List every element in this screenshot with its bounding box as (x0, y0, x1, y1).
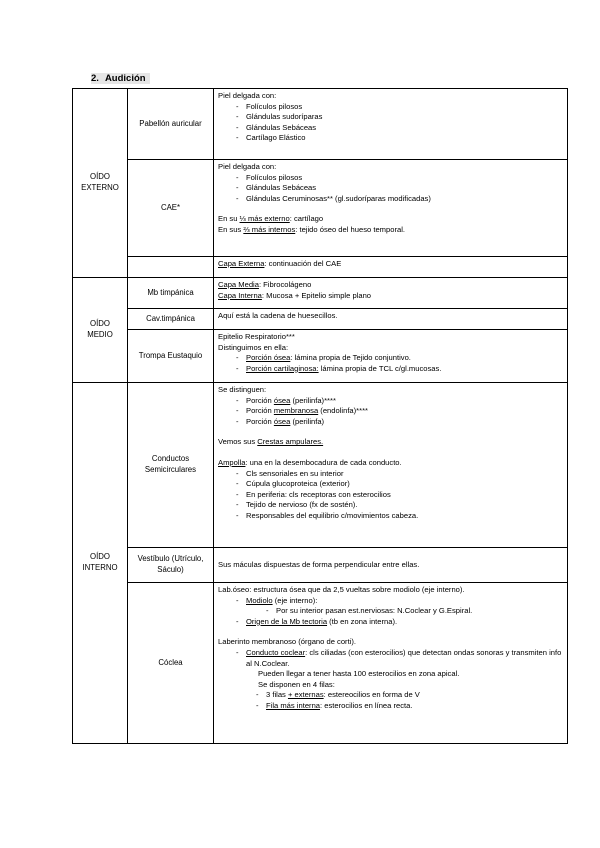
anatomy-table (72, 88, 568, 744)
structure-cell: Pabellón auricular (128, 89, 214, 160)
list-item: - Tejido de nervioso (fx de sostén). (218, 500, 563, 511)
description-cell (214, 278, 568, 309)
section-heading (91, 73, 150, 84)
list-item: - Cúpula glucoproteica (exterior) (218, 479, 563, 490)
structure-cell: Cav.timpánica (128, 309, 214, 330)
table-row (73, 278, 568, 309)
list-item: - Modiolo (eje interno): (218, 596, 563, 607)
text-line: Piel delgada con: (218, 91, 277, 100)
bullet-list (218, 617, 563, 628)
list-item: - Responsables del equilibrio c/movimientos cabeza. (218, 511, 563, 522)
table-row (73, 89, 568, 160)
table-row (73, 383, 568, 548)
text-line: Capa Interna: Mucosa + Epitelio simple plano (218, 290, 372, 300)
list-item: - Glándulas sudoríparas (218, 112, 563, 123)
list-item: - Glándulas Sebáceas (218, 183, 563, 194)
table-row (73, 548, 568, 583)
structure-cell: Vestíbulo (Utrículo, Sáculo) (128, 548, 214, 583)
bullet-list (218, 690, 563, 711)
description-cell (214, 383, 568, 548)
table-row (73, 583, 568, 744)
bullet-list (218, 396, 563, 428)
description-cell (214, 330, 568, 383)
table-row (73, 330, 568, 383)
list-item: - Fila más interna: esterocilios en línea recta. (218, 701, 563, 712)
list-item: - Cartílago Elástico (218, 133, 563, 144)
description-cell (214, 160, 568, 257)
list-item: - Porción ósea (perilinfa)**** (218, 396, 563, 407)
list-item: - Folículos pilosos (218, 173, 563, 184)
description-cell (214, 89, 568, 160)
text-line: Pueden llegar a tener hasta 100 esterocilios en zona apical. (258, 669, 460, 679)
list-item: - Porción cartilaginosa: lámina propia de TCL c/gl.mucosas. (218, 364, 563, 375)
text-line: Laberinto membranoso (órgano de corti). (218, 637, 357, 647)
description-cell (214, 583, 568, 744)
description-cell: Sus máculas dispuestas de forma perpendicular entre ellas. (214, 548, 568, 583)
structure-cell: Trompa Eustaquio (128, 330, 214, 383)
description-cell: Aquí está la cadena de huesecillos. (214, 309, 568, 330)
list-item: - Glándulas Ceruminosas** (gl.sudoríparas modificadas) (218, 194, 563, 205)
bullet-list (218, 102, 563, 144)
bullet-list (218, 596, 563, 607)
structure-cell (128, 257, 214, 278)
bullet-list (218, 173, 563, 205)
list-item: - Porción membranosa (endolinfa)**** (218, 406, 563, 417)
list-item: - Glándulas Sebáceas (218, 123, 563, 134)
section-title: Audición (104, 73, 146, 84)
text-line: En su ⅓ más externo: cartílago (218, 214, 324, 224)
text-line: Piel delgada con: (218, 162, 277, 171)
bullet-list (218, 606, 563, 617)
list-item: - En periferia: cls receptoras con esterocilios (218, 490, 563, 501)
bullet-list (218, 353, 563, 374)
region-cell-medio: OÍDO MEDIO (73, 278, 128, 383)
text-line: Ampolla: una en la desembocadura de cada conducto. (218, 457, 402, 467)
description-cell (214, 257, 568, 278)
list-item: - Cls sensoriales en su interior (218, 469, 563, 480)
list-item: - Folículos pilosos (218, 102, 563, 113)
list-item: - Por su interior pasan est.nerviosas: N.Coclear y G.Espiral. (218, 606, 563, 617)
list-item: - Conducto coclear: cls ciliadas (con esterocilios) que detectan ondas sonoras y transmiten info al N.Coclear. (218, 648, 563, 669)
text-line: Epitelio Respiratorio*** (218, 332, 295, 341)
list-item: - Porción ósea (perilinfa) (218, 417, 563, 428)
text-line: Distinguimos en ella: (218, 342, 289, 352)
table-row (73, 257, 568, 278)
list-item: - Porción ósea: lámina propia de Tejido conjuntivo. (218, 353, 563, 364)
region-cell-interno: OÍDO INTERNO (73, 383, 128, 744)
table-row (73, 309, 568, 330)
text-line: Lab.óseo: estructura ósea que da 2,5 vueltas sobre modiolo (eje interno). (218, 585, 465, 594)
section-number: 2. (91, 73, 99, 84)
region-cell-externo: OÍDO EXTERNO (73, 89, 128, 278)
table-row (73, 160, 568, 257)
text-line: Se distinguen: (218, 385, 267, 394)
structure-cell: Cóclea (128, 583, 214, 744)
list-item: - 3 filas + externas: estereocilios en forma de V (218, 690, 563, 701)
structure-cell: Conductos Semicirculares (128, 383, 214, 548)
text-line: Capa Media: Fibrocolágeno (218, 280, 312, 289)
structure-cell: Mb timpánica (128, 278, 214, 309)
bullet-list (218, 648, 563, 669)
text-line: Capa Externa: continuación del CAE (218, 259, 342, 268)
text-line: Se disponen en 4 filas: (258, 679, 335, 689)
bullet-list (218, 469, 563, 522)
text-line: Vemos sus Crestas ampulares. (218, 437, 324, 447)
list-item: - Origen de la Mb tectoria (tb en zona interna). (218, 617, 563, 628)
structure-cell: CAE* (128, 160, 214, 257)
text-line: En sus ⅔ más internos: tejido óseo del hueso temporal. (218, 224, 406, 234)
